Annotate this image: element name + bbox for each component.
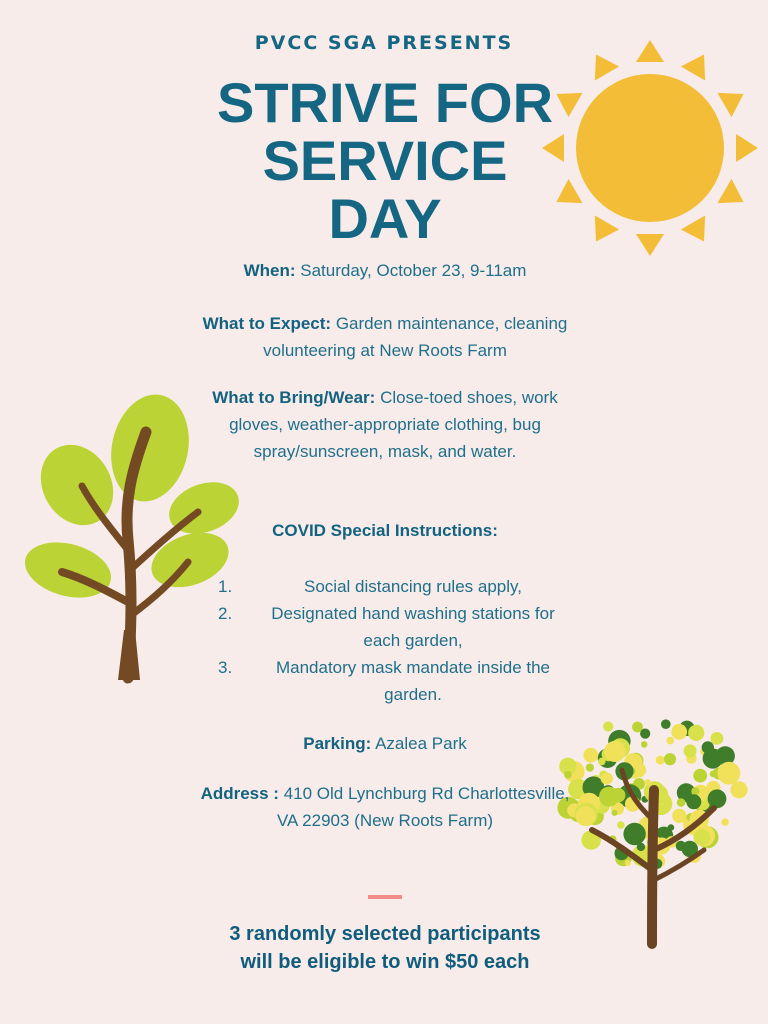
list-item: 3. Mandatory mask mandate inside the garden.	[218, 658, 551, 704]
bring-label: What to Bring/Wear:	[212, 388, 376, 407]
expect-label: What to Expect:	[202, 314, 332, 333]
address-label: Address :	[200, 784, 279, 803]
list-item: 1. Social distancing rules apply,	[218, 577, 522, 596]
covid-heading	[200, 517, 570, 544]
expect-section	[200, 310, 570, 364]
presenter-line: PVCC SGA PRESENTS	[254, 32, 514, 54]
prize-note	[180, 920, 590, 976]
when-section	[200, 257, 570, 284]
title-line-3: DAY	[328, 187, 442, 250]
divider	[368, 895, 402, 899]
title-line-2: SERVICE	[262, 129, 508, 192]
address-section	[200, 780, 570, 834]
when-label: When:	[243, 261, 296, 280]
prize-line-2: will be eligible to win $50 each	[240, 951, 530, 973]
title-line-1: STRIVE FOR	[216, 71, 554, 134]
right-tree-icon	[552, 700, 752, 950]
covid-label: COVID Special Instructions:	[272, 521, 498, 540]
covid-instructions-list	[218, 573, 570, 708]
expect-value: Garden maintenance, cleaning volunteering at New Roots Farm	[263, 314, 568, 360]
parking-label: Parking:	[303, 734, 372, 753]
list-item: 2. Designated hand washing stations for each garden,	[218, 604, 555, 650]
event-title	[200, 71, 570, 250]
prize-line-1: 3 randomly selected participants	[229, 923, 541, 945]
address-value: 410 Old Lynchburg Rd Charlottesville, VA 22903 (New Roots Farm)	[276, 784, 570, 830]
when-value: Saturday, October 23, 9-11am	[300, 261, 527, 280]
bring-section	[200, 384, 570, 465]
parking-section	[200, 730, 570, 757]
bring-value: Close-toed shoes, work gloves, weather-appropriate clothing, bug spray/sunscreen, mask, and water.	[229, 388, 558, 461]
parking-value: Azalea Park	[375, 734, 467, 753]
sun-icon	[540, 38, 760, 258]
